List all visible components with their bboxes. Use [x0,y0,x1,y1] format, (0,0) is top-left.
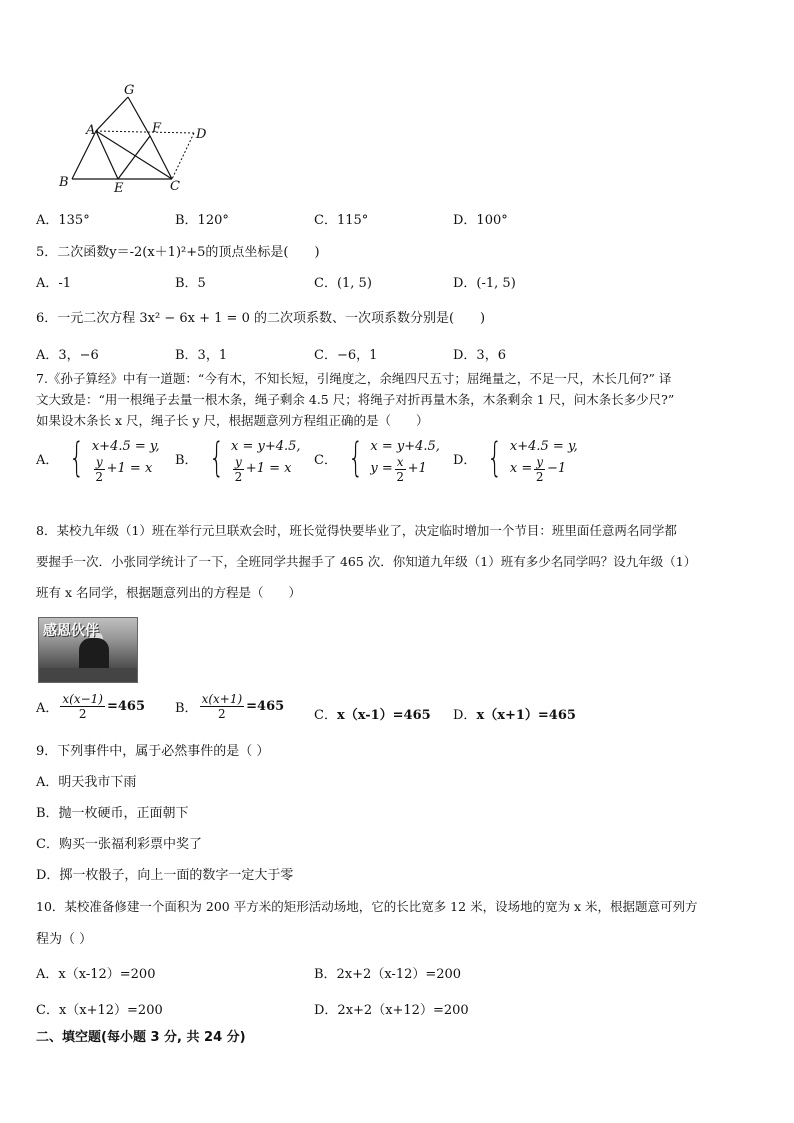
frac-num: y [95,454,103,469]
q9-option-c[interactable]: C．购买一张福利彩票中奖了 [36,837,202,852]
brace-icon: { [69,435,85,481]
q5-option-a[interactable]: A．-1 [36,276,72,291]
q7-line-3: 如果设木条长 x 尺，绳子长 y 尺，根据题意列方程组正确的是（ ） [36,413,429,428]
equation-pre: x = [509,461,533,476]
q7-line-1: 7.《孙子算经》中有一道题：“今有木，不知长短，引绳度之，余绳四尺五寸；屈绳量之，不足一尺，木长几何?” 译 [36,371,672,386]
q6-option-c[interactable]: C．−6，1 [314,348,378,363]
option-label: C． [314,708,337,723]
frac-num: x(x−1) [62,692,103,706]
q5-option-b[interactable]: B．5 [175,276,206,291]
q9-option-a[interactable]: A．明天我市下雨 [36,775,137,790]
q7-option-a[interactable] [36,435,160,484]
q8-option-c[interactable] [314,704,431,723]
q4-option-c[interactable]: C．115° [314,213,369,228]
frac-num: x [396,454,404,469]
q4-option-a[interactable]: A．135° [36,213,90,228]
q7-option-b[interactable] [175,435,301,484]
geometry-figure [52,84,222,196]
frac-den: 2 [78,707,87,721]
frac-den: 2 [218,707,226,721]
frac-den: 2 [396,469,404,484]
q9-option-b[interactable]: B．抛一枚硬币，正面朝下 [36,806,189,821]
q6-option-d[interactable]: D．3，6 [453,348,506,363]
q7-option-c[interactable] [314,435,440,484]
label-A: A [86,123,96,138]
option-label: D． [453,452,477,468]
q9-stem: 9．下列事件中，属于必然事件的是（ ） [36,744,270,759]
q6-option-b[interactable]: B．3，1 [175,348,228,363]
frac-den: 2 [535,469,544,484]
equation: x+4.5 = y, [509,439,578,454]
label-E: E [114,181,124,196]
equation-rest: −1 [547,461,567,476]
option-label: B． [175,701,198,716]
option-label: B． [175,452,198,468]
q9-option-d[interactable]: D．掷一枚骰子，向上一面的数字一定大于零 [36,868,294,883]
brace-icon: { [487,435,503,481]
equation-pre: y = [370,461,393,476]
q8-option-d[interactable] [453,704,576,723]
q8-line-1: 8．某校九年级（1）班在举行元旦联欢会时，班长觉得快要毕业了，决定临时增加一个节目：班里面任意两名同学都 [36,523,677,538]
frac-num: x(x+1) [201,692,243,706]
q10-option-a[interactable]: A．x（x-12）=200 [36,967,156,982]
option-label: D． [453,708,477,723]
q8-option-b[interactable] [175,692,284,721]
section-2-heading: 二、填空题(每小题 3 分, 共 24 分) [36,1030,246,1045]
photo-caption: 感恩伙伴 [43,623,99,639]
frac-num: y [536,454,544,469]
q5-stem: 5．二次函数y＝-2(x＋1)²+5的顶点坐标是( ) [36,245,320,260]
q10-option-d[interactable]: D．2x+2（x+12）=200 [314,1003,469,1018]
q5-option-c[interactable]: C．(1, 5) [314,276,372,291]
q6-stem: 6．一元二次方程 3x² − 6x + 1 = 0 的二次项系数、一次项系数分别是( ) [36,311,486,326]
option-text: x（x+1）=465 [476,708,576,723]
q8-option-a[interactable] [36,692,145,721]
equation: x = y+4.5, [231,439,301,454]
brace-icon: { [208,435,224,481]
equation-rest: =465 [106,699,146,714]
label-D: D [196,127,207,142]
equation: x+4.5 = y, [91,439,160,454]
q7-line-2: 文大致是：“用一根绳子去量一根木条，绳子剩余 4.5 尺；将绳子对折再量木条，木条剩余 1 尺，问木条长多少尺?” [36,392,675,407]
q4-option-d[interactable]: D．100° [453,213,508,228]
q8-line-2: 要握手一次．小张同学统计了一下，全班同学共握手了 465 次．你知道九年级（1）班有多少名同学吗？设九年级（1） [36,554,697,569]
label-B: B [59,175,69,190]
label-C: C [170,179,180,194]
q10-line-1: 10．某校准备修建一个面积为 200 平方米的矩形活动场地，它的长比宽多 12 米，设场地的宽为 x 米，根据题意可列方 [36,899,698,914]
q7-option-d[interactable] [453,435,578,484]
label-F: F [152,121,162,136]
q6-option-a[interactable]: A．3，−6 [36,348,99,363]
frac-den: 2 [95,469,104,484]
equation-rest: =465 [246,699,285,714]
q10-option-b[interactable]: B．2x+2（x-12）=200 [314,967,462,982]
frac-den: 2 [234,469,243,484]
equation-rest: +1 = x [106,461,153,476]
q8-line-3: 班有 x 名同学，根据题意列出的方程是（ ） [36,585,301,600]
q10-line-2: 程为（ ） [36,932,93,947]
option-label: C． [314,452,337,468]
brace-icon: { [348,435,364,481]
option-label: A． [36,452,59,468]
q5-option-d[interactable]: D．(-1, 5) [453,276,516,291]
option-label: A． [36,701,59,716]
equation-rest: +1 [407,461,427,476]
equation-rest: +1 = x [245,461,292,476]
label-G: G [124,84,135,98]
frac-num: y [235,454,242,469]
q8-photo [38,617,138,683]
option-text: x（x-1）=465 [336,708,431,723]
q4-option-b[interactable]: B．120° [175,213,229,228]
q10-option-c[interactable]: C．x（x+12）=200 [36,1003,163,1018]
equation: x = y+4.5, [370,439,440,454]
